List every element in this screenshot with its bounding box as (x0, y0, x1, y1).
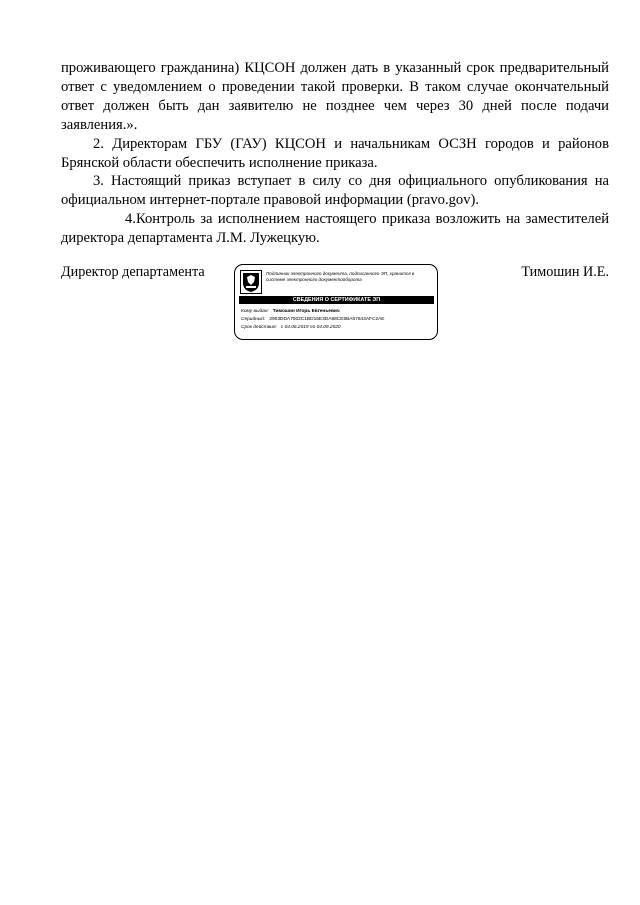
paragraph-item-3: 3. Настоящий приказ вступает в силу со дня официального опубликования на официальном интернет-портале правовой информации (pravo.gov). (61, 173, 609, 209)
stamp-owner-line (241, 308, 340, 315)
e-signature-stamp (234, 264, 438, 340)
signature-block (61, 262, 609, 352)
stamp-serial-line (241, 316, 385, 323)
signatory-name: Тимошин И.Е. (521, 264, 609, 280)
signatory-title: Директор департамента (61, 264, 205, 280)
stamp-serial: 2903DDA7002C1BD15E3DA88CE6BA67843AFC2AE (269, 317, 385, 322)
stamp-validity: с 04.06.2019 по 04.09.2020 (280, 325, 341, 330)
stamp-validity-line (241, 324, 341, 331)
coat-of-arms-icon (240, 270, 262, 294)
paragraph-number: 4. (125, 211, 136, 228)
stamp-title-bar: СВЕДЕНИЯ О СЕРТИФИКАТЕ ЭП (239, 296, 434, 304)
stamp-header: Подлинник электронного документа, подписанного ЭП, хранится в системе электронного документооборота (266, 271, 415, 283)
stamp-owner-label: Кому выдан: (241, 309, 269, 314)
document-body (61, 59, 609, 248)
paragraph-continuation: проживающего гражданина) КЦСОН должен дать в указанный срок предварительный ответ с уведомлением о проведении такой проверки. В таком случае окончательный ответ должен быть дан заявителю не позднее чем через 30 дней после подачи заявления.». (61, 60, 609, 133)
stamp-owner: Тимошин Игорь Евгеньевич (272, 309, 340, 314)
paragraph-item-2: 2. Директорам ГБУ (ГАУ) КЦСОН и начальникам ОСЗН городов и районов Брянской области обеспечить исполнение приказа. (61, 135, 609, 171)
paragraph-item-4: 4.Контроль за исполнением настоящего приказа возложить на заместителей директора департамента Л.М. Лужецкую. (61, 211, 609, 247)
stamp-validity-label: Срок действия: (241, 325, 277, 330)
stamp-serial-label: Серийный: (241, 317, 266, 322)
